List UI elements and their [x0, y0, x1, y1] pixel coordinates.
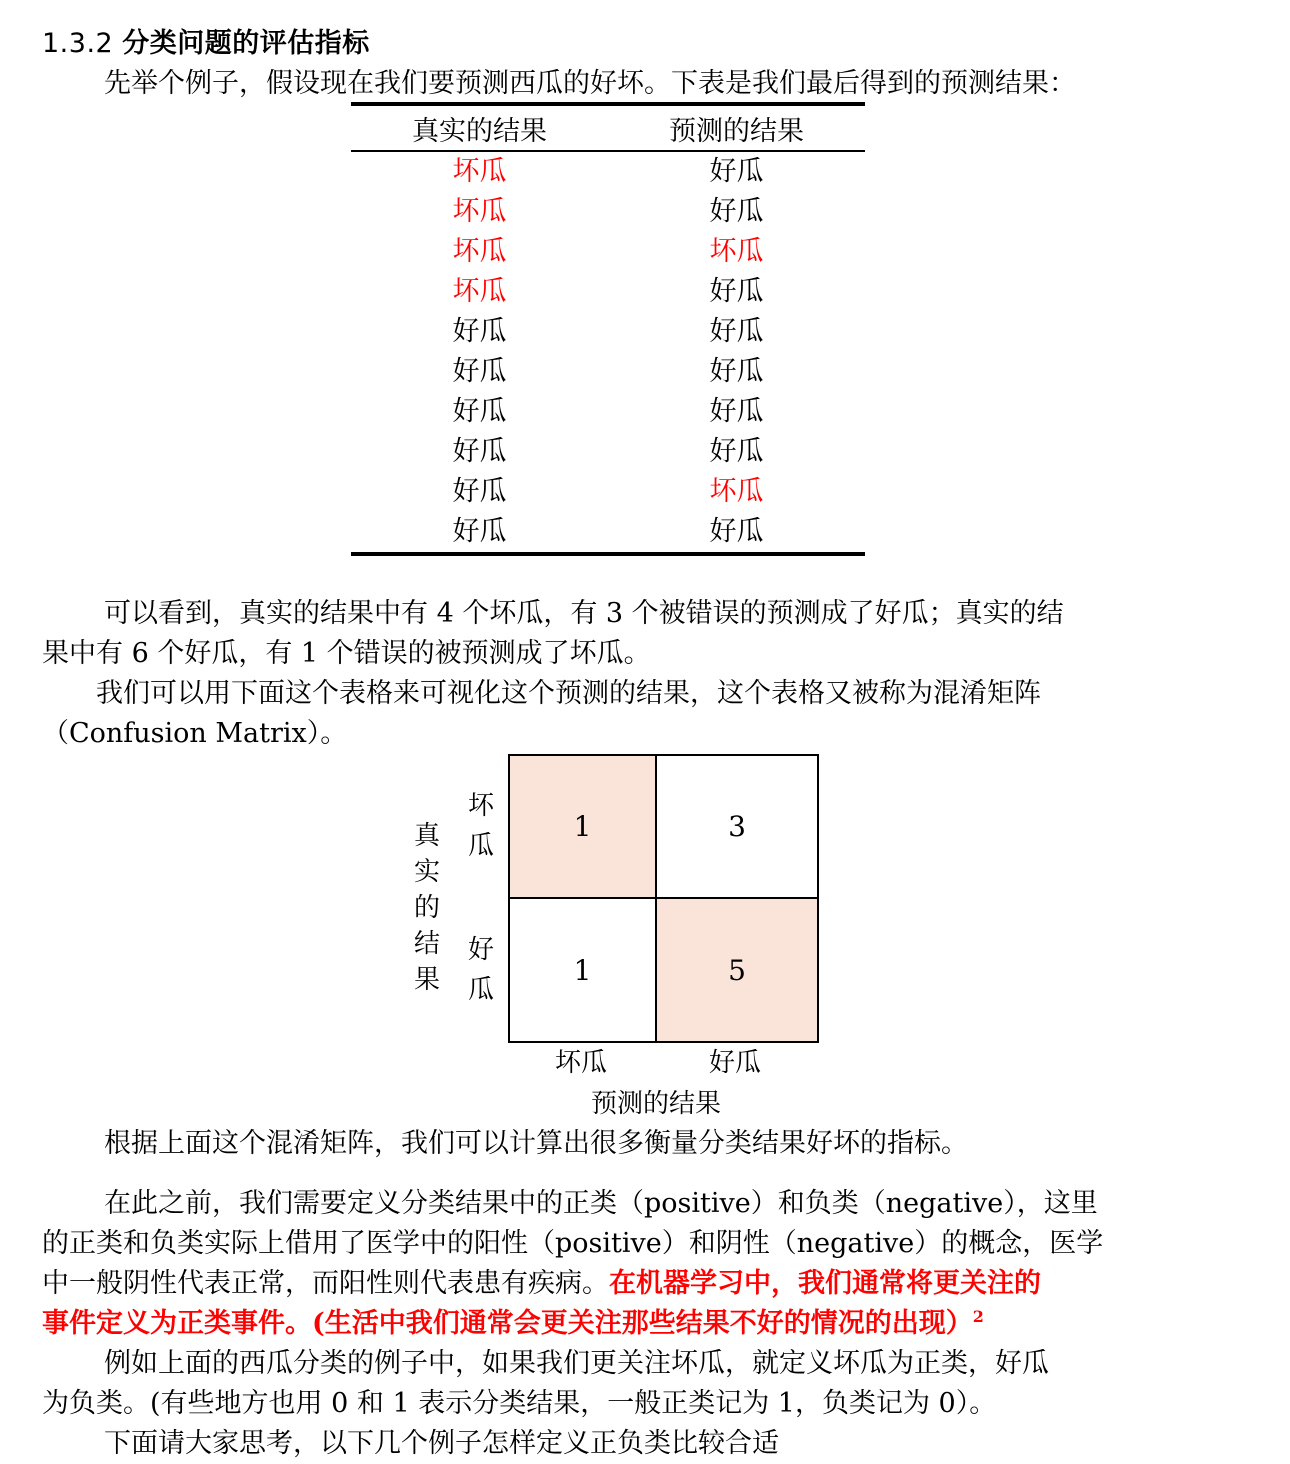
cell-predicted: 好瓜 — [709, 196, 764, 227]
paragraph-3: 根据上面这个混淆矩阵，我们可以计算出很多衡量分类结果好坏的指标。 — [104, 1128, 968, 1159]
table-row — [351, 312, 865, 352]
cell-predicted: 好瓜 — [709, 276, 764, 307]
section-heading — [42, 24, 370, 64]
cell-actual: 坏瓜 — [452, 156, 507, 187]
cell-actual: 坏瓜 — [452, 236, 507, 267]
footnote-marker[interactable]: 2 — [972, 1307, 984, 1326]
cell-predicted: 好瓜 — [709, 356, 764, 387]
cell-predicted: 好瓜 — [608, 512, 865, 554]
paragraph-2-line-2: （Confusion Matrix）。 — [42, 718, 348, 749]
paragraph-4-line-4-emphasis: 事件定义为正类事件。(生活中我们通常会更关注那些结果不好的情况的出现） — [42, 1308, 973, 1339]
table-row — [351, 432, 865, 472]
paragraph-4-line-1: 在此之前，我们需要定义分类结果中的正类（positive）和负类（negative），这里 — [104, 1188, 1098, 1219]
intro-paragraph: 先举个例子，假设现在我们要预测西瓜的好坏。下表是我们最后得到的预测结果： — [104, 68, 1076, 99]
cell-predicted: 坏瓜 — [709, 236, 764, 267]
cm-row-label-good — [466, 930, 496, 1010]
table-row — [351, 192, 865, 232]
header-predicted: 预测的结果 — [608, 104, 865, 151]
header-actual: 真实的结果 — [351, 104, 608, 151]
section-number: 1.3.2 — [42, 28, 114, 59]
cm-y-axis-char: 实 — [413, 857, 440, 887]
table-row — [351, 512, 865, 554]
cell-actual: 坏瓜 — [452, 196, 507, 227]
cm-y-axis-char: 的 — [413, 893, 440, 923]
cm-y-axis-char: 真 — [413, 821, 440, 851]
paragraph-5-line-2: 为负类。(有些地方也用 0 和 1 表示分类结果，一般正类记为 1，负类记为 0）。 — [42, 1388, 997, 1419]
table-row — [351, 352, 865, 392]
paragraph-4-line-4 — [42, 1304, 1178, 1344]
paragraph-1-line-1: 可以看到，真实的结果中有 4 个坏瓜，有 3 个被错误的预测成了好瓜；真实的结 — [104, 598, 1064, 629]
table-row — [351, 151, 865, 192]
cm-row-label-char: 好 — [467, 935, 494, 965]
cm-y-axis-char: 结 — [413, 929, 440, 959]
cm-row-label-char: 瓜 — [467, 831, 494, 861]
cm-cell-good-bad: 1 — [573, 953, 592, 987]
cm-col-label-good: 好瓜 — [708, 1048, 761, 1078]
paragraph-5-line-1: 例如上面的西瓜分类的例子中，如果我们更关注坏瓜，就定义坏瓜为正类，好瓜 — [104, 1348, 1049, 1379]
cell-actual: 好瓜 — [452, 356, 507, 387]
table-row — [351, 272, 865, 312]
cm-cell-good-good: 5 — [657, 899, 817, 1041]
confusion-matrix — [508, 754, 819, 1043]
cm-divider-horizontal — [510, 897, 817, 899]
paragraph-2-line-1: 我们可以用下面这个表格来可视化这个预测的结果，这个表格又被称为混淆矩阵 — [96, 678, 1041, 709]
cm-row-label-char: 坏 — [467, 791, 494, 821]
cell-predicted: 好瓜 — [709, 436, 764, 467]
cell-actual: 坏瓜 — [452, 276, 507, 307]
paragraph-6-cut-off: 下面请大家思考，以下几个例子怎样定义正负类比较合适 — [104, 1428, 779, 1459]
cm-x-axis-label: 预测的结果 — [590, 1089, 721, 1119]
cell-actual: 好瓜 — [452, 436, 507, 467]
cell-actual: 好瓜 — [452, 396, 507, 427]
cell-predicted: 好瓜 — [709, 396, 764, 427]
cell-predicted: 好瓜 — [709, 316, 764, 347]
paragraph-4-line-3-emphasis: 在机器学习中，我们通常将更关注的 — [609, 1268, 1041, 1299]
cm-row-label-bad — [466, 786, 496, 866]
cell-actual: 好瓜 — [452, 316, 507, 347]
cm-row-label-char: 瓜 — [467, 975, 494, 1005]
cell-actual: 好瓜 — [452, 476, 507, 507]
cell-predicted: 好瓜 — [709, 156, 764, 187]
paragraph-4-line-3 — [42, 1264, 1178, 1304]
table-row — [351, 472, 865, 512]
cm-cell-bad-good: 3 — [728, 810, 746, 843]
cell-predicted: 坏瓜 — [709, 476, 764, 507]
paragraph-1-line-2: 果中有 6 个好瓜，有 1 个错误的被预测成了坏瓜。 — [42, 638, 651, 669]
cm-y-axis-label — [412, 818, 442, 998]
table-row — [351, 232, 865, 272]
cell-actual: 好瓜 — [351, 512, 608, 554]
paragraph-4-line-2: 的正类和负类实际上借用了医学中的阳性（positive）和阴性（negative）的概念，医学 — [42, 1228, 1104, 1259]
results-table — [351, 102, 865, 556]
table-row — [351, 392, 865, 432]
section-title: 分类问题的评估指标 — [122, 28, 370, 59]
cm-cell-bad-bad: 1 — [510, 756, 655, 897]
cm-y-axis-char: 果 — [413, 965, 440, 995]
cm-col-label-bad: 坏瓜 — [554, 1048, 607, 1078]
paragraph-4-line-3-plain: 中一般阴性代表正常，而阳性则代表患有疾病。 — [42, 1268, 609, 1299]
